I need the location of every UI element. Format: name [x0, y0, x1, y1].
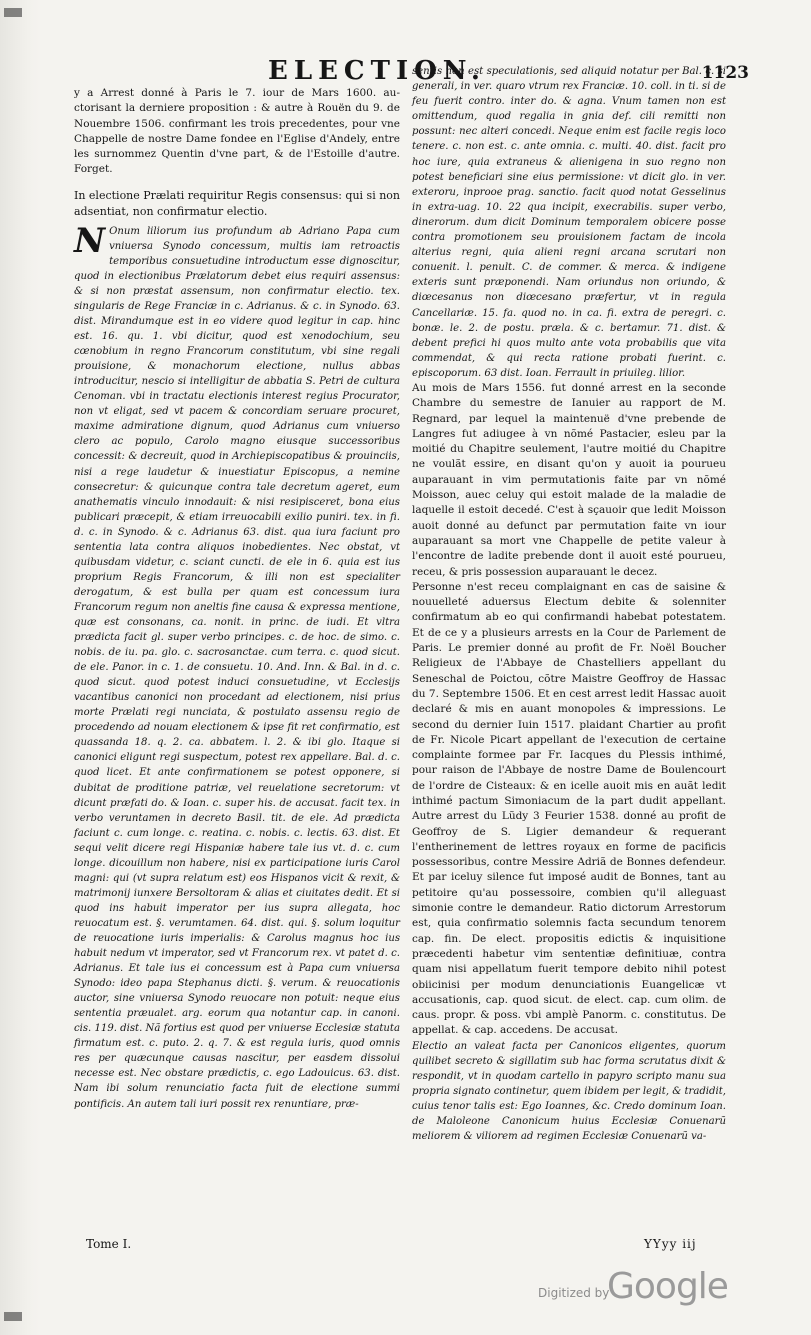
right-latin-bottom: Electio an valeat facta per Canonicos eligentes, quorum quilibet secreto & sigillatim sub hac forma scrutatus dixit & respondit, vt in quodam cartello in papyro scripto manu sua propria signato continetur, quem ibidem per legit, & tradidit, cuius tenor talis est: Ego Ioannes, &c. Credo dominum Ioan. de Maloleone Canonicum huius Ecclesiæ Conuenarũ meliorem & viliorem ad regimen Ecclesiæ Conuenarũ va-	[412, 1040, 726, 1143]
french-paragraph-2: Personne n'est receu complaignant en cas de saisine & nouuelleté aduersus Electum debite & solenniter confirmatum ab eo qui confirmandi habebat potestatem. Et de ce y a plusieurs arrests en la Cour de Parlement de Paris. Le premier donné au profit de Fr. Noël Boucher Religieux de l'Abbaye de Chastelliers appellant du Seneschal de Poictou, cõtre Maistre Geoffroy de Hassac du 7. Septembre 1506. Et en cest arrest ledit Hassac auoit declaré & mis en auant monopoles & impressions. Le second du dernier Iuin 1517. plaidant Chartier au profit de Fr. Nicole Picart appellant de l'execution de certaine complainte formee par Fr. Iacques du Plessis inthimé, pour raison de l'Abbaye de nostre Dame de Boulencourt de l'ordre de Cisteaux: & en icelle auoit mis en auãt ledit inthimé pactum Simoniacum de la part dudit appellant. Autre arrest du Lũdy 3 Feurier 1538. donné au profit de Geoffroy de S. Ligier demandeur & requerant l'entherinement de lettres royaux en forme de pacificis possessoribus, contre Messire Adriã de Bonnes defendeur. Et par iceluy silence fut imposé audit de Bonnes, tant au petitoire qu'au possessoire, combien qu'il alleguast simonie contre le demandeur. Ratio dictorum Arrestorum est, quia confirmatio solemnis facta secundum tenorem cap. fin. De elect. propositis edictis & inquisitione præcedenti habetur vim sententiæ definitiuæ, contra quam nisi appellatum fuerit tempore debito nihil potest obiicinisi per modum denunciationis Euangelicæ vt accusationis, cap. quod sicut. de elect. cap. cum olim. de caus. propr. & poss. vbi amplè Panorm. c. constitutus. De appellat. & cap. accedens. De accusat.	[412, 580, 726, 1037]
edge-mark	[4, 8, 22, 17]
right-column	[412, 64, 726, 1144]
volume-label: Tome I.	[86, 1237, 132, 1251]
running-head: ELECTION.	[268, 56, 486, 86]
left-latin-text: Onum liliorum ius profundum ab Adriano Papa cum vniuersa Synodo concessum, multis iam retroactis temporibus consuetudine introductum esse dignoscitur, quod in electionibus Prælatorum debet eius requiri assensus: & si non præstat assensum, non confirmatur electio. tex. singularis de Rege Franciæ in c. Adrianus. & c. in Synodo. 63. dist. Mirandumque est in eo videre quod legitur in cap. hinc est. 16. qu. 1. vbi dicitur, quod est xenodochium, seu cœnobium in regno Francorum constitutum, vbi sine regali prouisione, & monachorum electione, nullus abbas introducitur, nescio si intelligitur de abbatia S. Petri de cultura Cenoman. vbi in tractatu electionis interest regius Procurator, non vt eligat, sed vt pacem & concordiam seruare procuret, maxime admiratione dignum, quod Adrianus cum vniuerso clero ac populo, Carolo magno eiusque successoribus concessit: & decreuit, quod in Archiepiscopatibus & prouinciis, nisi a rege laudetur & inuestiatur Episcopus, a nemine consecretur: & quicunque contra tale decretum ageret, eum anathematis vinculo innodauit: & nisi resipisceret, bona eius publicari præcepit, & etiam irreuocabili exilio puniri. tex. in fi. d. c. in Synodo. & c. Adrianus 63. dist. qua iura faciunt pro sententia lata contra aliquos inobedientes. Nec obstat, vt quibusdam videtur, c. sciant cuncti. de ele in 6. quia est ius proprium Regis Francorum, & illi non est specialiter derogatum, & est bulla per quam est concessum iura Francorum regum non aneltis fine causa & expressa mentione, quæ est consonans, ca. nonit. in princ. de iudi. Et vltra prædicta facit gl. super verbo principes. c. de hoc. de simo. c. nobis. de iu. pa. glo. c. sacrosanctae. cum terra. c. quod sicut. de ele. Panor. in c. 1. de consuetu. 10. And. Inn. & Bal. in d. c. quod sicut. quod potest induci consuetudine, vt Ecclesijs vacantibus canonici non procedant ad electionem, nisi prius morte Prælati regi nunciata, & postulato assensu regio de procedendo ad nouam electionem & ipse fit ret confirmatio, est quassanda 18. q. 2. ca. abbatem. l. 2. & ibi glo. Itaque si canonici eligunt regi suspectum, potest rex appellare. Bal. d. c. quod licet. Et ante confirmationem se potest opponere, si dubitat de proditione patriæ, vel reuelatione secretorum: vt dicunt præfati do. & Ioan. c. super his. de accusat. facit tex. in verbo veruntamen in decreto Basil. tit. de ele. Ad prædicta faciunt c. cum longe. c. reatina. c. nobis. c. lectis. 63. dist. Et sequi velit dicere regi Hispaniæ habere tale ius vt. d. c. cum longe. dicouillum non habere, nisi ex participatione iuris Carol magni: qui (vt supra relatum est) eos Hispanos vicit & rexit, & matrimonij iunxere Bersoltoram & alias et ciuitates dedit. Et si quod ins habuit imperator per ius supra allegata, hoc reuocatum est. §. verumtamen. 64. dist. qui. §. solum loquitur de reuocatione iuris imperialis: & Carolus magnus hoc ius habuit nedum vt imperator, sed vt Francorum rex. vt patet d. c. Adrianus. Et tale ius ei concessum est à Papa cum vniuersa Synodo: ideo papa Stephanus dicti. §. verum. & reuocationis auctor, sine vniuersa Synodo reuocare non potuit: neque eius sententia præualet. arg. eorum qua notantur cap. in canoni. cis. 119. dist. Nã fortius est quod per vniuerse Ecclesiæ statuta firmatum est. c. puto. 2. q. 7. & est regula iuris, quod omnis res per quæcunque causas nascitur, per easdem dissolui necesse est. Nec obstare prædictis, c. ego Ladouicus. 63. dist. Nam ibi solum renunciatio facta fuit de electione summi pontificis. An autem tali iuri possit rex renuntiare, præ-	[74, 225, 400, 1110]
page-number: 1123	[701, 63, 749, 83]
left-column	[74, 86, 400, 1112]
french-paragraph-1: Au mois de Mars 1556. fut donné arrest en la seconde Chambre du semestre de Ianuier au rapport de M. Regnard, par lequel la maintenuë d'vne prebende de Langres fut adiugee à vn nõmé Pastacier, esleu par la moitié du Chapitre seulement, l'autre moitié du Chapitre ne voulãt essire, en disant qu'on y auoit ia pourueu auparauant in vim permutationis faite par vn nõmé Moisson, auec celuy qui estoit malade de la maladie de laquelle il estoit decedé. C'est à sçauoir que ledit Moisson auoit donné au defunct par permutation faite vn iour auparauant sa mort vne Chappelle de petite valeur à l'encontre de ladite prebende dont il auoit esté pourueu, receu, & pris possession auparauant le decez.	[412, 381, 726, 578]
edge-mark	[4, 1312, 22, 1321]
intro-paragraph: y a Arrest donné à Paris le 7. iour de Mars 1600. au-ctorisant la derniere proposition : & autre à Rouën du 9. de Nouembre 1506. confirmant les trois precedentes, pour vne Chappelle de nostre Dame fondee en l'Eglise d'Andely, entre les surnommez Quentin d'vne part, & de l'Estoille d'autre. Forget.	[74, 87, 400, 176]
scan-edge	[0, 0, 40, 1335]
drop-cap: N	[74, 220, 106, 261]
right-latin-top: sentis non est speculationis, sed aliquid notatur per Bal. c. si generali, in ver. quaro vtrum rex Franciæ. 10. coll. in ti. si de feu fuerit contro. inter do. & agna. Vnum tamen non est omittendum, quod regalia in gnia def. cili remitti non possunt: nec alteri concedi. Neque enim est facile regis loco tenere. c. non est. c. ante omnia. c. multi. 40. dist. facit pro hoc iure, quia extraneus & alienigena in suo regno non potest beneficiari sine eius permissione: vt dicit glo. in ver. exteroru, inprooe prag. sanctio. facit quod notat Gesselinus in extra-uag. 10. 22 qua incipit, execrabilis. super verbo, dinerorum. dum dicit Dominum temporalem obicere posse contra promotionem seu prouisionem factam de incola alterius regni, quia alieni regni arcana scrutari non conuenit. l. penult. C. de commer. & merca. & indigene exteris sunt præponendi. Nam oriundus non oriundo, & diœcesanus non diœcesano præfertur, vt in regula Cancellariæ. 15. fa. quod no. in ca. fi. extra de peregri. c. bonæ. le. 2. de postu. præla. & c. bertamur. 71. dist. & debent prefici hi quos multo ante vota probabilis que vita commendat, & qui recta ratione probati fuerint. c. episcoporum. 63 dist. Ioan. Ferrault in priuileg. lilior.	[412, 66, 726, 379]
signature-mark: YYyy iij	[644, 1237, 697, 1251]
section-heading: In electione Prælati requiritur Regis consensus: qui si non adsentiat, non confirmatur electio.	[74, 188, 401, 218]
digitized-by-label: Digitized by	[538, 1286, 610, 1300]
google-logo: Google	[607, 1266, 728, 1307]
left-latin-body	[74, 220, 400, 1112]
